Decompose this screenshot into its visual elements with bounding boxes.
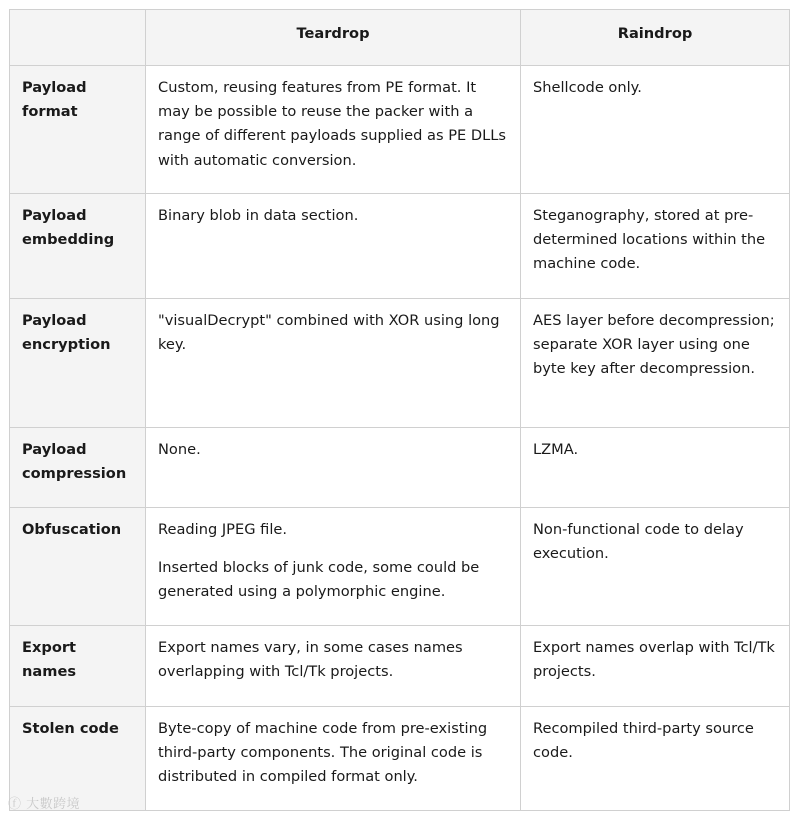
- header-row: [10, 10, 790, 66]
- cell-text: Export names vary, in some cases names overlapping with Tcl/Tk projects.: [158, 639, 463, 681]
- cell-text: LZMA.: [533, 441, 579, 458]
- raindrop-cell: [521, 66, 790, 194]
- raindrop-cell: [521, 508, 790, 626]
- table-row: [10, 194, 790, 299]
- teardrop-cell: [146, 428, 521, 508]
- table-row: [10, 626, 790, 707]
- row-label: Payload compression: [10, 428, 146, 508]
- cell-text: AES layer before decompression; separate XOR layer using one byte key after decompression.: [533, 312, 775, 378]
- cell-text: Export names overlap with Tcl/Tk projects.: [533, 639, 775, 681]
- teardrop-cell: [146, 707, 521, 811]
- cell-text: Steganography, stored at pre-determined locations within the machine code.: [533, 207, 766, 273]
- cell-text: None.: [158, 441, 201, 458]
- cell-text: "visualDecrypt" combined with XOR using long key.: [158, 312, 500, 354]
- cell-text: Shellcode only.: [533, 79, 642, 96]
- raindrop-cell: [521, 428, 790, 508]
- header-corner-cell: [10, 10, 146, 66]
- row-label: Obfuscation: [10, 508, 146, 626]
- table-header: [10, 10, 790, 66]
- row-label: Stolen code: [10, 707, 146, 811]
- cell-text: Byte-copy of machine code from pre-existing third-party components. The original code is distributed in compiled format only.: [158, 720, 488, 786]
- table-row: [10, 707, 790, 811]
- teardrop-cell: [146, 299, 521, 428]
- teardrop-cell: [146, 626, 521, 707]
- cell-text: Non-functional code to delay execution.: [533, 521, 744, 563]
- raindrop-cell: [521, 299, 790, 428]
- table-row: [10, 508, 790, 626]
- row-label: Export names: [10, 626, 146, 707]
- cell-text: Inserted blocks of junk code, some could be generated using a polymorphic engine.: [158, 559, 480, 601]
- row-label: Payload embedding: [10, 194, 146, 299]
- row-label: Payload encryption: [10, 299, 146, 428]
- table-body: [10, 66, 790, 811]
- header-teardrop: Teardrop: [146, 10, 521, 66]
- watermark: ⓕ 大數跨境: [8, 797, 81, 812]
- cell-text: Reading JPEG file.: [158, 521, 288, 538]
- cell-text: Custom, reusing features from PE format. It may be possible to reuse the packer with a range of different payloads supplied as PE DLLs with automatic conversion.: [158, 79, 506, 169]
- cell-text: Recompiled third-party source code.: [533, 720, 754, 762]
- raindrop-cell: [521, 707, 790, 811]
- teardrop-cell: [146, 508, 521, 626]
- comparison-table: [9, 9, 790, 811]
- row-label: Payload format: [10, 66, 146, 194]
- teardrop-cell: [146, 66, 521, 194]
- raindrop-cell: [521, 194, 790, 299]
- cell-text: Binary blob in data section.: [158, 207, 359, 224]
- table-row: [10, 428, 790, 508]
- table-row: [10, 299, 790, 428]
- table-row: [10, 66, 790, 194]
- header-raindrop: Raindrop: [521, 10, 790, 66]
- raindrop-cell: [521, 626, 790, 707]
- teardrop-cell: [146, 194, 521, 299]
